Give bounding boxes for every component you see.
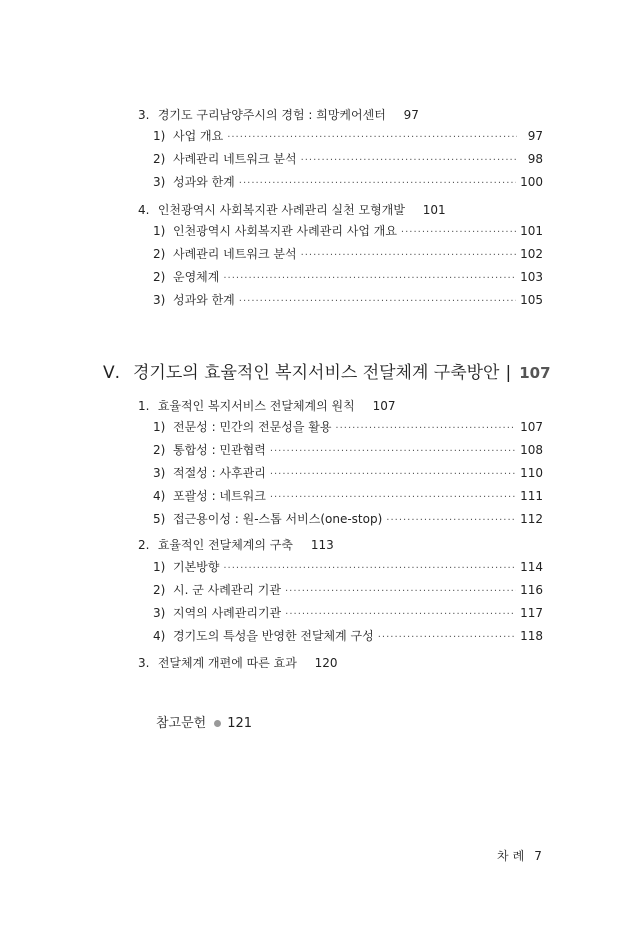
item-page: 103 (520, 270, 543, 284)
item-title: 경기도의 특성을 반영한 전달체계 구성 (173, 629, 374, 643)
item-title: 성과와 한계 (173, 175, 235, 189)
chapter-heading[interactable] (103, 362, 551, 384)
toc-item[interactable] (153, 128, 543, 146)
item-title: 성과와 한계 (173, 293, 235, 307)
leader-dots (223, 271, 516, 287)
toc-item[interactable] (153, 559, 543, 577)
section-page: 101 (422, 203, 446, 217)
item-number: 4) (153, 629, 166, 643)
item-number: 1) (153, 224, 166, 238)
item-title: 포괄성 : 네트워크 (173, 489, 266, 503)
leader-dots (335, 421, 516, 437)
leader-dots (386, 513, 516, 529)
item-number: 2) (153, 152, 166, 166)
item-number: 5) (153, 512, 166, 526)
footer-label: 차례 (497, 849, 529, 863)
leader-dots (301, 153, 517, 169)
toc-item[interactable] (153, 582, 543, 600)
item-page: 108 (520, 443, 543, 457)
item-number: 2) (153, 583, 166, 597)
item-page: 102 (520, 247, 543, 261)
item-page: 111 (520, 489, 543, 503)
toc-section[interactable] (138, 537, 334, 553)
item-number: 2) (153, 247, 166, 261)
item-title: 사업 개요 (173, 129, 224, 143)
leader-dots (239, 176, 516, 192)
toc-item[interactable] (153, 246, 543, 264)
toc-item[interactable] (153, 269, 543, 287)
leader-dots (223, 561, 516, 577)
section-page: 97 (403, 108, 419, 122)
leader-dots (270, 490, 516, 506)
item-title: 인천광역시 사회복지관 사례관리 사업 개요 (173, 224, 397, 238)
item-page: 100 (520, 175, 543, 189)
section-page: 120 (314, 656, 338, 670)
item-page: 107 (520, 420, 543, 434)
item-page: 105 (520, 293, 543, 307)
item-title: 기본방향 (173, 560, 220, 574)
leader-dots (227, 130, 517, 146)
toc-item[interactable] (153, 151, 543, 169)
item-number: 2) (153, 443, 166, 457)
toc-item[interactable] (153, 419, 543, 437)
item-title: 운영체계 (173, 270, 220, 284)
item-title: 전문성 : 민간의 전문성을 활용 (173, 420, 332, 434)
toc-item[interactable] (153, 488, 543, 506)
toc-section[interactable] (138, 107, 419, 123)
section-title: 효율적인 복지서비스 전달체계의 원칙 (157, 399, 355, 413)
page-number: 7 (534, 849, 542, 863)
item-page: 116 (520, 583, 543, 597)
item-page: 117 (520, 606, 543, 620)
section-title: 효율적인 전달체계의 구축 (157, 538, 293, 552)
chapter-page: 107 (519, 364, 551, 382)
leader-dots (285, 584, 516, 600)
item-page: 98 (527, 152, 543, 166)
toc-item[interactable] (153, 174, 543, 192)
item-number: 1) (153, 420, 166, 434)
references-entry[interactable] (156, 716, 252, 732)
item-number: 3) (153, 606, 166, 620)
section-number: 1. (138, 399, 150, 413)
item-number: 4) (153, 489, 166, 503)
section-number: 4. (138, 203, 150, 217)
toc-item[interactable] (153, 465, 543, 483)
toc-item[interactable] (153, 628, 543, 646)
leader-dots (270, 444, 516, 460)
item-title: 접근용이성 : 원-스톱 서비스(one-stop) (173, 512, 383, 526)
references-label: 참고문헌 (156, 716, 207, 731)
section-title: 전달체계 개편에 따른 효과 (157, 656, 297, 670)
toc-item[interactable] (153, 442, 543, 460)
page-footer (497, 847, 542, 864)
item-number: 3) (153, 293, 166, 307)
section-title: 경기도 구리남양주시의 경험 : 희망케어센터 (157, 108, 386, 122)
toc-section[interactable] (138, 202, 446, 218)
toc-item[interactable] (153, 223, 543, 241)
toc-item[interactable] (153, 605, 543, 623)
toc-item[interactable] (153, 292, 543, 310)
item-page: 114 (520, 560, 543, 574)
references-page: 121 (227, 716, 253, 731)
leader-dots (301, 248, 517, 264)
item-number: 3) (153, 466, 166, 480)
toc-item[interactable] (153, 511, 543, 529)
toc-section[interactable] (138, 398, 395, 414)
item-title: 시. 군 사례관리 기관 (173, 583, 281, 597)
chapter-title: 경기도의 효율적인 복지서비스 전달체계 구축방안 (133, 363, 500, 383)
item-page: 101 (520, 224, 543, 238)
section-page: 113 (310, 538, 334, 552)
item-title: 사례관리 네트워크 분석 (173, 152, 297, 166)
leader-dots (239, 294, 516, 310)
item-title: 지역의 사례관리기관 (173, 606, 282, 620)
item-page: 112 (520, 512, 543, 526)
item-title: 적절성 : 사후관리 (173, 466, 266, 480)
leader-dots (285, 607, 516, 623)
item-title: 사례관리 네트워크 분석 (173, 247, 297, 261)
section-number: 3. (138, 656, 150, 670)
toc-section[interactable] (138, 655, 338, 671)
section-number: 2. (138, 538, 150, 552)
leader-dots (270, 467, 516, 483)
bullet-dot-icon (214, 720, 221, 727)
section-page: 107 (372, 399, 396, 413)
item-number: 2) (153, 270, 166, 284)
item-number: 1) (153, 560, 166, 574)
section-number: 3. (138, 108, 150, 122)
leader-dots (401, 225, 516, 241)
item-page: 118 (520, 629, 543, 643)
item-title: 통합성 : 민관협력 (173, 443, 266, 457)
item-page: 110 (520, 466, 543, 480)
section-title: 인천광역시 사회복지관 사례관리 실천 모형개발 (157, 203, 405, 217)
item-page: 97 (527, 129, 543, 143)
item-number: 1) (153, 129, 166, 143)
leader-dots (378, 630, 516, 646)
item-number: 3) (153, 175, 166, 189)
chapter-separator: | (505, 363, 512, 383)
chapter-number: Ⅴ. (103, 363, 121, 383)
